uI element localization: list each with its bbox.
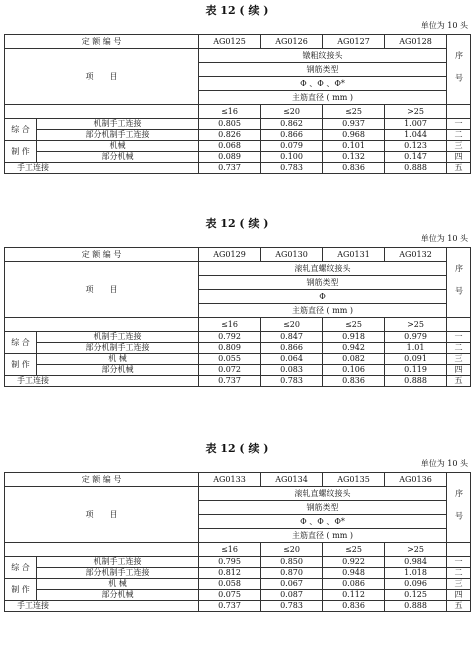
value-cell: 0.087 [261,590,323,601]
sequence-number: 二 [447,130,471,141]
value-cell: 0.847 [261,332,323,343]
connector-type: 滚轧直螺纹接头 [199,487,447,501]
blank-cell [447,105,471,119]
sequence-number: 五 [447,376,471,387]
value-cell: 0.984 [385,557,447,568]
table-row [5,141,471,152]
blank-cell [447,318,471,332]
value-cell: 0.922 [323,557,385,568]
value-cell: 0.064 [261,354,323,365]
diameter-value: >25 [385,543,447,557]
diameter-value: >25 [385,318,447,332]
table-row [5,343,471,354]
diameter-value: >25 [385,105,447,119]
sequence-number: 二 [447,343,471,354]
blank-cell [447,543,471,557]
row-label: 部分机制手工连接 [37,343,199,354]
rebar-type-label: 钢筋类型 [199,501,447,515]
value-cell: 0.079 [261,141,323,152]
value-cell: 0.072 [199,365,261,376]
value-cell: 0.055 [199,354,261,365]
row-label: 手工连接 [5,163,199,174]
quota-code-label: 定 额 编 号 [5,473,199,487]
value-cell: 0.918 [323,332,385,343]
rebar-type-symbol: Φ [199,290,447,304]
rebar-type-symbol: Φ 、Φ 、Φ* [199,515,447,529]
row-label: 机制手工连接 [37,332,199,343]
value-cell: 0.836 [323,163,385,174]
value-cell: 0.096 [385,579,447,590]
value-cell: 0.942 [323,343,385,354]
quota-table [4,247,471,387]
value-cell: 0.888 [385,376,447,387]
table-title: 表 12 ( 续 ) [205,442,269,455]
blank-cell [5,318,199,332]
table-title: 表 12 ( 续 ) [205,217,269,230]
item-label: 项 目 [5,262,199,318]
value-cell: 0.082 [323,354,385,365]
table-row [5,376,471,387]
connector-type: 镦粗纹接头 [199,49,447,63]
quota-code: AG0129 [199,248,261,262]
table-row [5,152,471,163]
row-label: 手工连接 [5,601,199,612]
value-cell: 1.044 [385,130,447,141]
value-cell: 0.058 [199,579,261,590]
table-row [5,163,471,174]
quota-code: AG0134 [261,473,323,487]
row-label: 机械 [37,141,199,152]
value-cell: 0.083 [261,365,323,376]
sequence-number: 一 [447,119,471,130]
value-cell: 0.948 [323,568,385,579]
value-cell: 0.100 [261,152,323,163]
value-cell: 0.812 [199,568,261,579]
value-cell: 0.783 [261,163,323,174]
sequence-number: 一 [447,332,471,343]
rebar-type-label: 钢筋类型 [199,63,447,77]
row-label: 部分机械 [37,590,199,601]
unit-label: 单位为 10 头 [420,234,468,243]
value-cell: 0.123 [385,141,447,152]
diameter-value: ≤20 [261,105,323,119]
table-row [5,119,471,130]
quota-code-label: 定 额 编 号 [5,248,199,262]
value-cell: 0.132 [323,152,385,163]
group-label: 综 合 [5,557,37,579]
table-row [5,590,471,601]
diameter-label: 主筋直径 ( mm ) [199,91,447,105]
value-cell: 0.125 [385,590,447,601]
value-cell: 0.792 [199,332,261,343]
value-cell: 0.783 [261,376,323,387]
value-cell: 0.866 [261,343,323,354]
row-label: 机制手工连接 [37,119,199,130]
diameter-value: ≤20 [261,318,323,332]
sequence-number: 四 [447,365,471,376]
sequence-number: 四 [447,590,471,601]
sequence-number: 三 [447,354,471,365]
value-cell: 0.086 [323,579,385,590]
sequence-number: 一 [447,557,471,568]
quota-code: AG0126 [261,35,323,49]
diameter-value: ≤20 [261,543,323,557]
quota-code-label: 定 额 编 号 [5,35,199,49]
value-cell: 0.888 [385,163,447,174]
diameter-label: 主筋直径 ( mm ) [199,529,447,543]
table-row [5,557,471,568]
value-cell: 0.836 [323,601,385,612]
sequence-number: 三 [447,141,471,152]
quota-code: AG0128 [385,35,447,49]
value-cell: 0.068 [199,141,261,152]
value-cell: 0.888 [385,601,447,612]
value-cell: 0.091 [385,354,447,365]
sequence-header: 序 号 [447,35,471,105]
value-cell: 0.968 [323,130,385,141]
value-cell: 0.850 [261,557,323,568]
quota-code: AG0131 [323,248,385,262]
value-cell: 0.089 [199,152,261,163]
value-cell: 0.979 [385,332,447,343]
diameter-value: ≤25 [323,543,385,557]
value-cell: 0.783 [261,601,323,612]
connector-type: 滚轧直螺纹接头 [199,262,447,276]
value-cell: 1.01 [385,343,447,354]
value-cell: 0.067 [261,579,323,590]
table-row [5,579,471,590]
row-label: 机 械 [37,354,199,365]
table-row [5,601,471,612]
rebar-type-label: 钢筋类型 [199,276,447,290]
quota-table [4,34,471,174]
table-row [5,365,471,376]
item-label: 项 目 [5,487,199,543]
value-cell: 0.862 [261,119,323,130]
blank-cell [5,105,199,119]
diameter-value: ≤16 [199,105,261,119]
unit-label: 单位为 10 头 [420,21,468,30]
diameter-label: 主筋直径 ( mm ) [199,304,447,318]
table-row [5,130,471,141]
quota-table [4,472,471,612]
unit-label: 单位为 10 头 [420,459,468,468]
value-cell: 0.112 [323,590,385,601]
quota-code: AG0127 [323,35,385,49]
value-cell: 0.870 [261,568,323,579]
value-cell: 0.101 [323,141,385,152]
group-label: 制 作 [5,354,37,376]
value-cell: 0.737 [199,601,261,612]
quota-code: AG0136 [385,473,447,487]
value-cell: 0.119 [385,365,447,376]
value-cell: 0.866 [261,130,323,141]
item-label: 项 目 [5,49,199,105]
sequence-number: 二 [447,568,471,579]
value-cell: 0.826 [199,130,261,141]
value-cell: 0.147 [385,152,447,163]
quota-code: AG0132 [385,248,447,262]
row-label: 部分机制手工连接 [37,130,199,141]
diameter-value: ≤16 [199,318,261,332]
quota-code: AG0125 [199,35,261,49]
diameter-value: ≤16 [199,543,261,557]
value-cell: 0.836 [323,376,385,387]
value-cell: 1.007 [385,119,447,130]
group-label: 综 合 [5,119,37,141]
value-cell: 0.937 [323,119,385,130]
group-label: 制 作 [5,141,37,163]
rebar-type-symbol: Φ 、Φ 、Φ* [199,77,447,91]
quota-code: AG0135 [323,473,385,487]
quota-code: AG0130 [261,248,323,262]
row-label: 部分机械 [37,152,199,163]
table-row [5,568,471,579]
value-cell: 0.809 [199,343,261,354]
sequence-number: 四 [447,152,471,163]
quota-code: AG0133 [199,473,261,487]
value-cell: 0.106 [323,365,385,376]
sequence-header: 序 号 [447,473,471,543]
row-label: 部分机械 [37,365,199,376]
row-label: 手工连接 [5,376,199,387]
sequence-number: 三 [447,579,471,590]
diameter-value: ≤25 [323,318,385,332]
value-cell: 1.018 [385,568,447,579]
value-cell: 0.795 [199,557,261,568]
group-label: 制 作 [5,579,37,601]
sequence-header: 序 号 [447,248,471,318]
diameter-value: ≤25 [323,105,385,119]
value-cell: 0.075 [199,590,261,601]
sequence-number: 五 [447,601,471,612]
row-label: 机 械 [37,579,199,590]
row-label: 部分机制手工连接 [37,568,199,579]
row-label: 机制手工连接 [37,557,199,568]
sequence-number: 五 [447,163,471,174]
table-title: 表 12 ( 续 ) [205,4,269,17]
value-cell: 0.737 [199,376,261,387]
table-row [5,332,471,343]
group-label: 综 合 [5,332,37,354]
value-cell: 0.805 [199,119,261,130]
value-cell: 0.737 [199,163,261,174]
blank-cell [5,543,199,557]
table-row [5,354,471,365]
